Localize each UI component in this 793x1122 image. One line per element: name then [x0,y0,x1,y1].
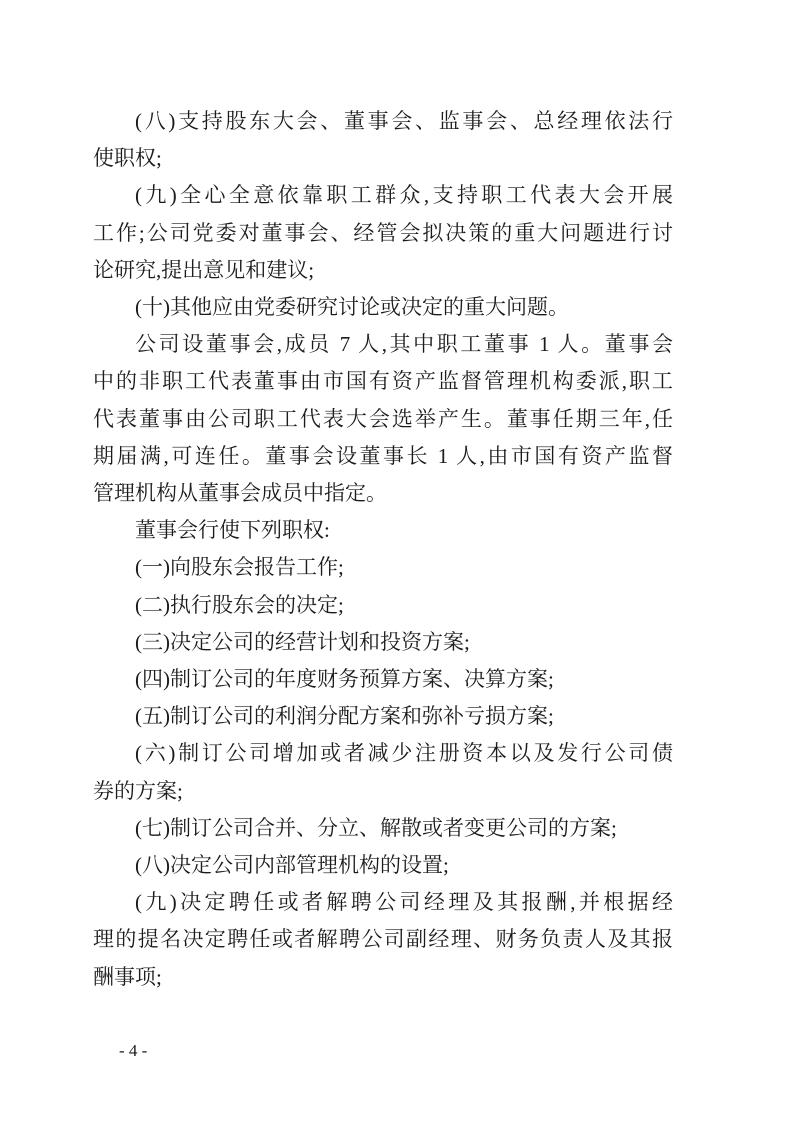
page-number: - 4 - [119,1041,148,1060]
paragraph [93,587,673,624]
text-line: 董事会行使下列职权: [135,518,330,543]
text-line: 论研究,提出意见和建议; [93,257,315,282]
text-line: 中的非职工代表董事由市国有资产监督管理机构委派,职工 [93,369,673,394]
paragraph [93,103,673,177]
text-line: (九)决定聘任或者解聘公司经理及其报酬,并根据经 [135,890,673,915]
paragraph [93,698,673,735]
text-line: (三)决定公司的经营计划和投资方案; [135,629,470,654]
text-line: (六)制订公司增加或者减少注册资本以及发行公司债 [135,741,673,766]
text-line: 券的方案; [93,778,183,803]
text-line: (十)其他应由党委研究讨论或决定的重大问题。 [135,295,569,320]
text-line: (八)决定公司内部管理机构的设置; [135,853,449,878]
text-line: (二)执行股东会的决定; [135,592,344,617]
text-line: (七)制订公司合并、分立、解散或者变更公司的方案; [135,815,617,840]
paragraph [93,326,673,512]
text-line: (一)向股东会报告工作; [135,555,344,580]
paragraph [93,624,673,661]
text-line: 管理机构从董事会成员中指定。 [93,481,387,506]
text-line: 使职权; [93,146,162,171]
paragraph [93,512,673,549]
text-line: 理的提名决定聘任或者解聘公司副经理、财务负责人及其报 [93,927,673,952]
text-line: (五)制订公司的利润分配方案和弥补亏损方案; [135,704,554,729]
text-line: 公司设董事会,成员 7 人,其中职工董事 1 人。董事会 [135,332,673,357]
paragraph [93,884,673,996]
paragraph [93,847,673,884]
paragraph [93,289,673,326]
text-block [93,103,673,996]
text-line: 酬事项; [93,964,162,989]
paragraph [93,735,673,809]
paragraph [93,549,673,586]
text-line: 期届满,可连任。董事会设董事长 1 人,由市国有资产监督 [93,443,673,468]
text-line: 工作;公司党委对董事会、经管会拟决策的重大问题进行讨 [93,220,673,245]
paragraph [93,661,673,698]
text-line: 代表董事由公司职工代表大会选举产生。董事任期三年,任 [93,406,673,431]
paragraph [93,177,673,289]
text-line: (八)支持股东大会、董事会、监事会、总经理依法行 [135,109,673,133]
text-line: (四)制订公司的年度财务预算方案、决算方案; [135,667,554,692]
text-line: (九)全心全意依靠职工群众,支持职工代表大会开展 [135,183,673,208]
paragraph [93,810,673,847]
